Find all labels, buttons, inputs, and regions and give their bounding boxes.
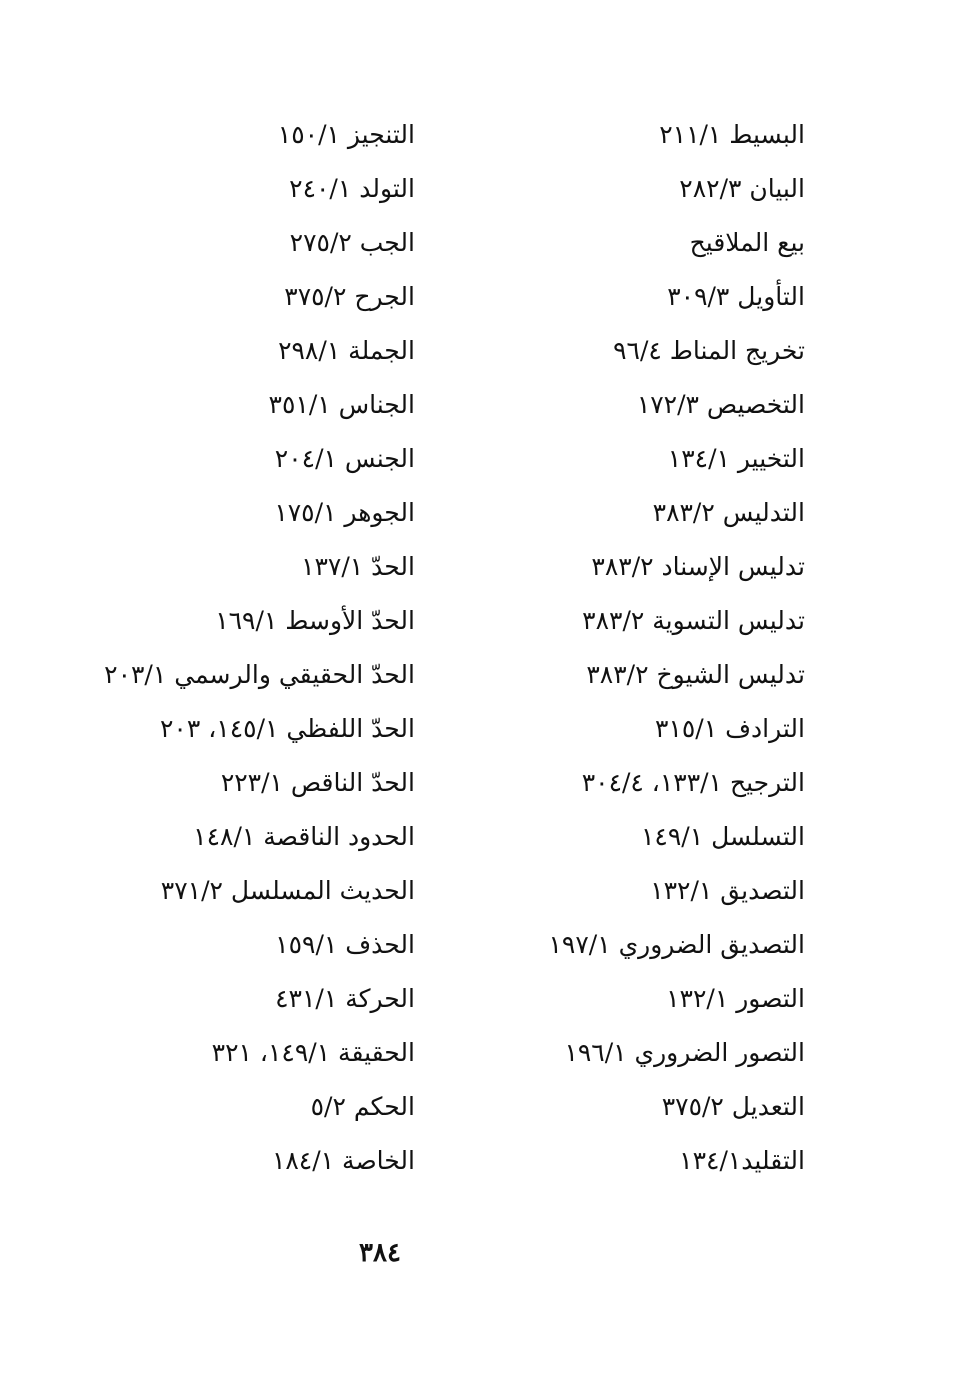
index-entry: الجملة ٢٩٨/١ [278, 336, 415, 365]
index-entry: الحكم ٥/٢ [310, 1092, 415, 1121]
index-entry: التسلسل ١٤٩/١ [640, 822, 805, 851]
index-entry: البسيط ٢١١/١ [659, 120, 805, 149]
index-entry: الجب ٢٧٥/٢ [289, 228, 415, 257]
index-entry: البيان ٢٨٢/٣ [679, 174, 805, 203]
index-entry: الترادف ٣١٥/١ [655, 714, 805, 743]
index-column-right [405, 108, 805, 1188]
index-entry: التأويل ٣٠٩/٣ [667, 282, 805, 311]
index-entry: الجنس ٢٠٤/١ [274, 444, 415, 473]
index-entry: الحديث المسلسل ٣٧١/٢ [160, 876, 415, 905]
index-entry: التدليس ٣٨٣/٢ [652, 498, 805, 527]
index-entry: التصور ١٣٢/١ [666, 984, 805, 1013]
index-entry: التصديق ١٣٢/١ [650, 876, 805, 905]
index-entry: الترجيح ١٣٣/١، ٣٠٤/٤ [581, 768, 805, 797]
index-entry: الحدّ الناقص ٢٢٣/١ [220, 768, 415, 797]
index-entry: تدليس الإسناد ٣٨٣/٢ [591, 552, 805, 581]
index-column-left [5, 108, 415, 1188]
index-entry: الحدود الناقصة ١٤٨/١ [193, 822, 415, 851]
index-entry: الحركة ٤٣١/١ [275, 984, 415, 1013]
index-entry: الحدّ ١٣٧/١ [301, 552, 415, 581]
index-entry: تخريج المناط ٩٦/٤ [613, 336, 805, 365]
index-entry: الخاصة ١٨٤/١ [271, 1146, 415, 1175]
index-entry: الحدّ اللفظي ١٤٥/١، ٢٠٣ [159, 714, 415, 743]
index-entry: تدليس التسوية ٣٨٣/٢ [582, 606, 805, 635]
index-entry: الجرح ٣٧٥/٢ [284, 282, 415, 311]
index-entry: التعديل ٣٧٥/٢ [661, 1092, 805, 1121]
index-entry: التولد ٢٤٠/١ [289, 174, 415, 203]
index-entry: الحذف ١٥٩/١ [275, 930, 415, 959]
index-entry: تدليس الشيوخ ٣٨٣/٢ [586, 660, 805, 689]
index-entry: الجوهر ١٧٥/١ [274, 498, 415, 527]
index-entry: التصور الضروري ١٩٦/١ [564, 1038, 805, 1067]
index-entry: التصديق الضروري ١٩٧/١ [548, 930, 805, 959]
index-entry: التنجيز ١٥٠/١ [277, 120, 415, 149]
index-entry: التخيير ١٣٤/١ [667, 444, 805, 473]
page-number: ٣٨٤ [359, 1238, 401, 1268]
index-entry: الحدّ الحقيقي والرسمي ٢٠٣/١ [104, 660, 415, 689]
index-entry: الجناس ٣٥١/١ [268, 390, 415, 419]
index-entry: التقليد١٣٤/١ [679, 1146, 805, 1175]
index-entry: الحقيقة ١٤٩/١، ٣٢١ [211, 1038, 415, 1067]
index-entry: الحدّ الأوسط ١٦٩/١ [215, 606, 415, 635]
index-entry: بيع الملاقيح [689, 228, 805, 257]
index-entry: التخصيص ١٧٢/٣ [636, 390, 805, 419]
